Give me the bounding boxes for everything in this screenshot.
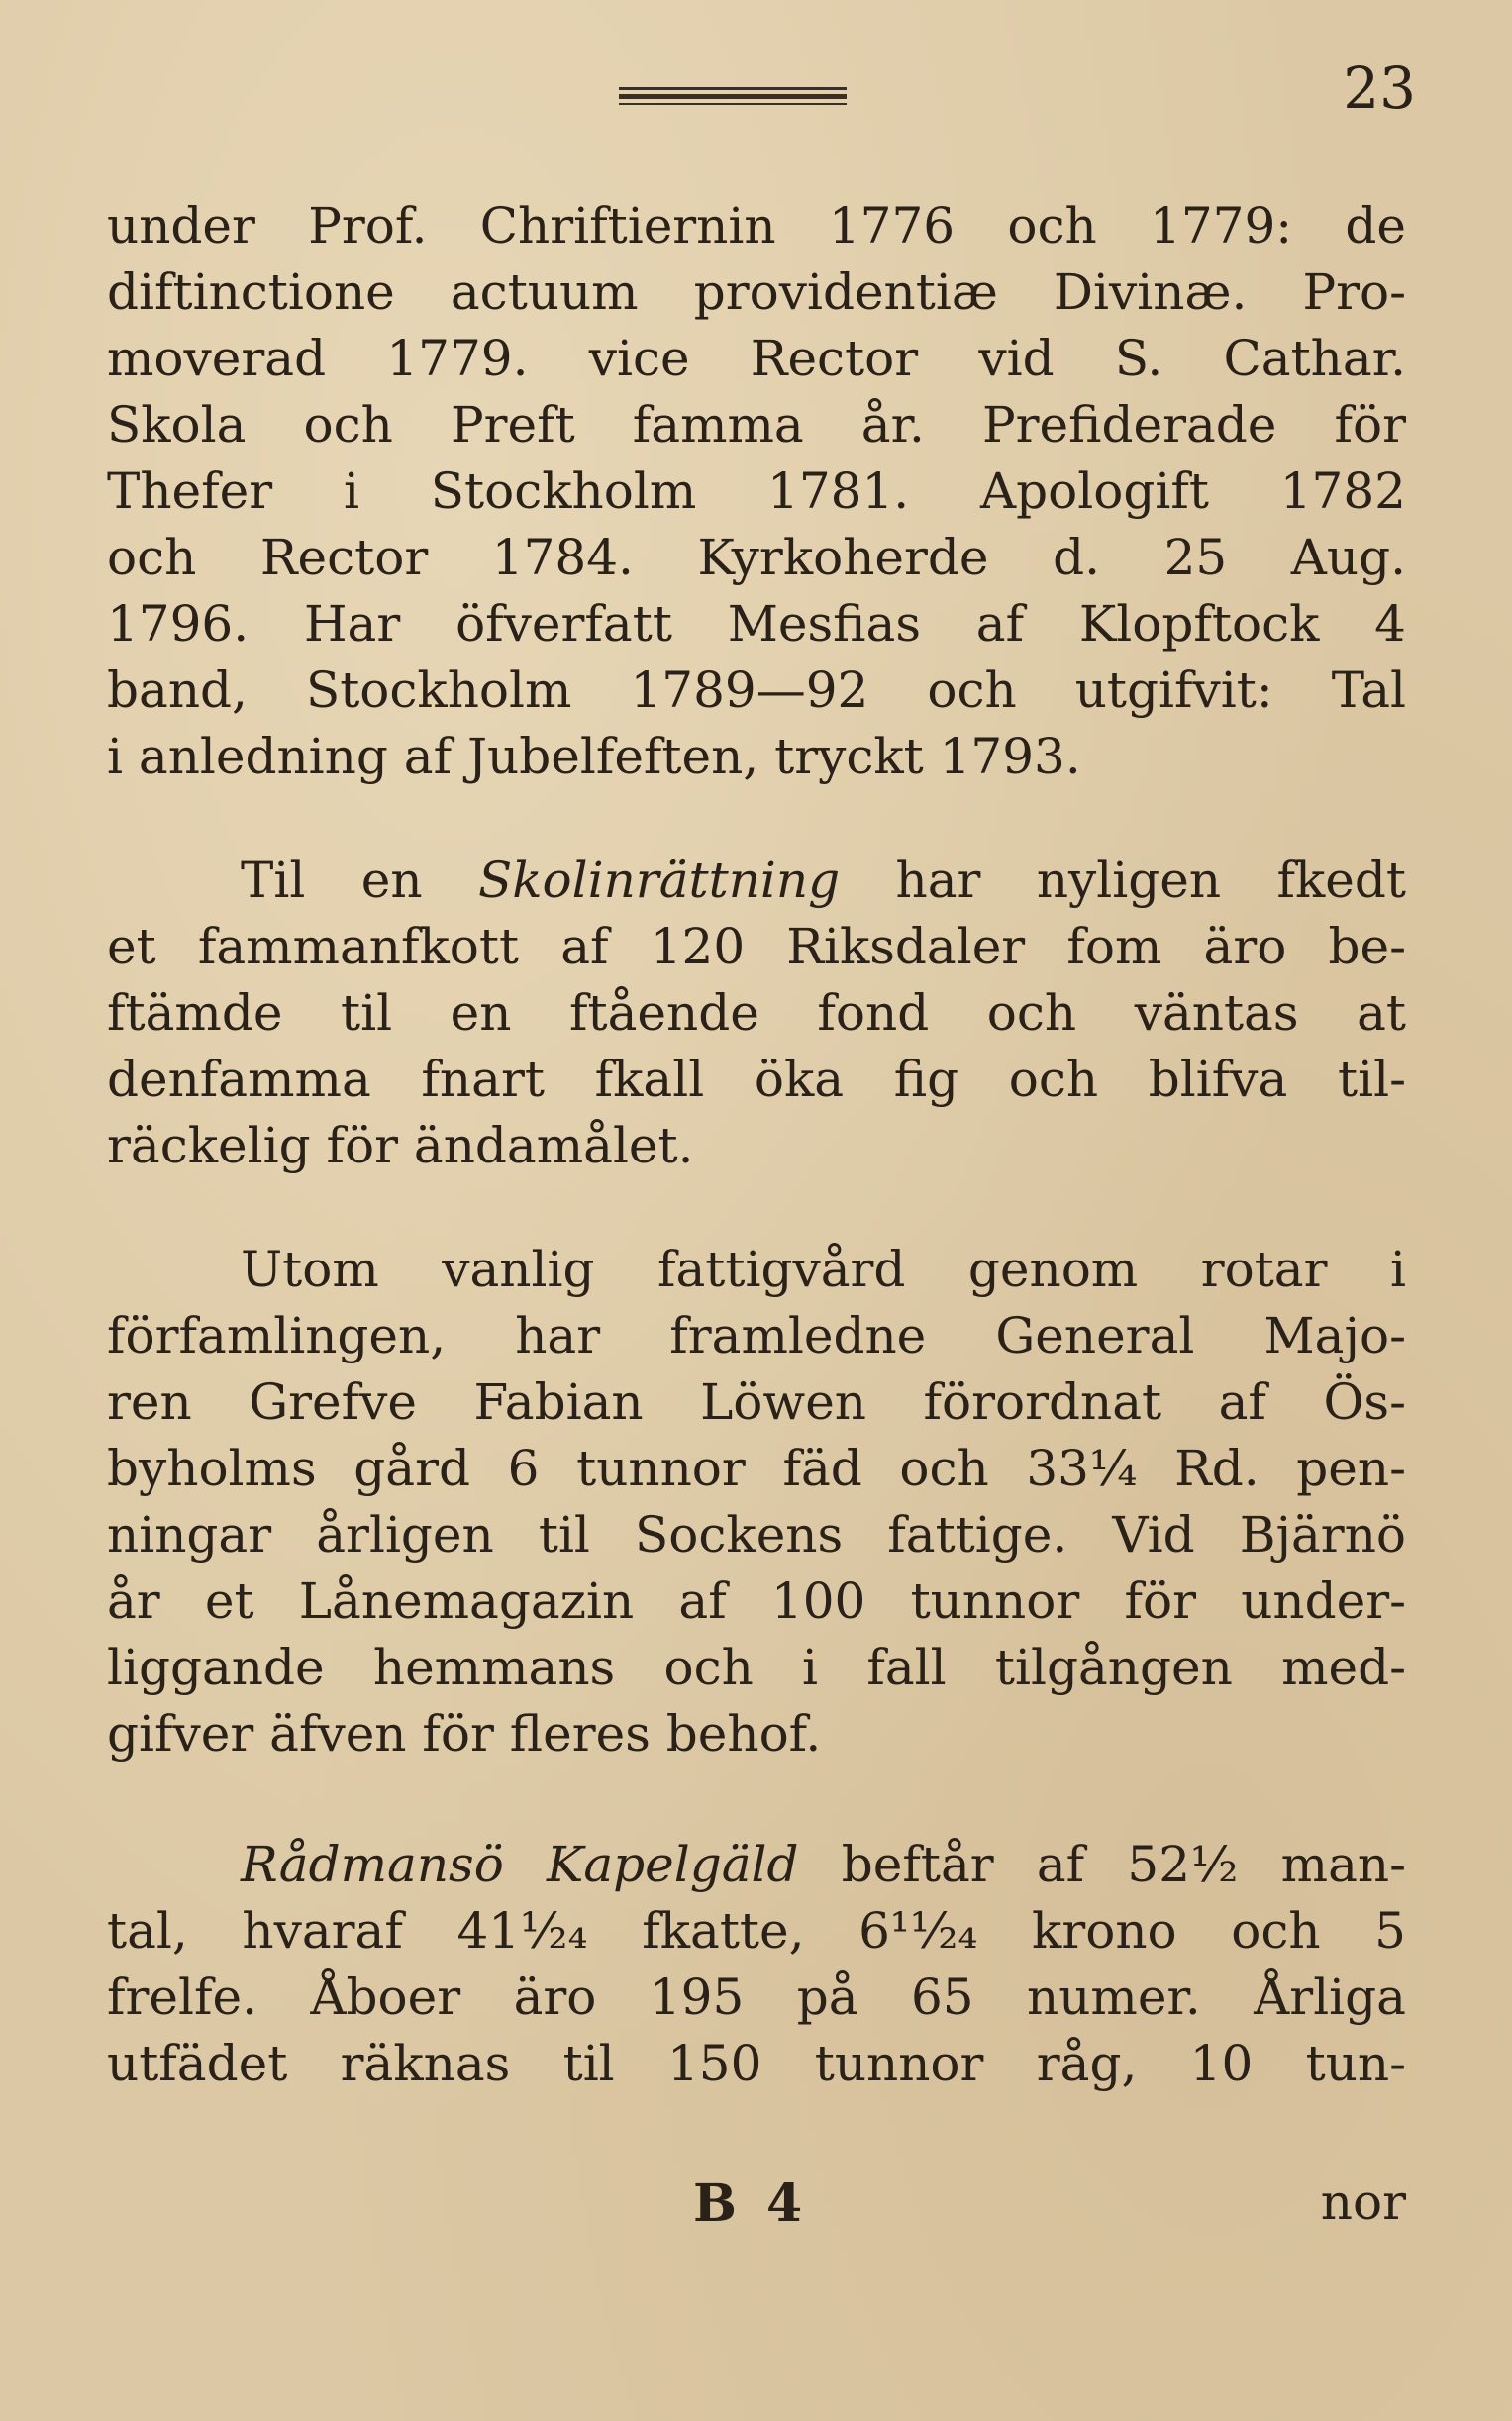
text-line: år et Lånemagazin af 100 tunnor för under- [107, 1572, 1406, 1630]
text-line: under Prof. Chriftiernin 1776 och 1779: de [107, 197, 1406, 254]
text-line: ftämde til en ftående fond och väntas at [107, 984, 1406, 1042]
italic-term: Skolinrättning [477, 852, 841, 909]
text-line: och Rector 1784. Kyrkoherde d. 25 Aug. [107, 529, 1406, 586]
text-line: diftinctione actuum providentiæ Divinæ. Pro- [107, 263, 1406, 321]
text-line [107, 1832, 1406, 1898]
text-line: i anledning af Jubelfeften, tryckt 1793. [107, 728, 1081, 785]
header-rule [619, 81, 847, 107]
page-number: 23 [1343, 54, 1416, 122]
text-line: liggande hemmans och i fall tilgången med- [107, 1639, 1406, 1696]
page-body [107, 193, 1406, 2097]
catchword: nor [1320, 2173, 1406, 2231]
paragraph-1 [107, 193, 1406, 790]
text-line: band, Stockholm 1789—92 och utgifvit: Tal [107, 661, 1406, 719]
text-line: ningar årligen til Sockens fattige. Vid Bjärnö [107, 1506, 1406, 1564]
text-line: räckelig för ändamålet. [107, 1117, 694, 1174]
text-line: gifver äfven för fleres behof. [107, 1705, 822, 1763]
text-line: Utom vanlig fattigvård genom rotar i [241, 1241, 1406, 1298]
text-line: ren Grefve Fabian Löwen förordnat af Ös- [107, 1373, 1406, 1431]
text-line: utfädet räknas til 150 tunnor råg, 10 tun- [107, 2035, 1406, 2092]
paragraph-3 [107, 1237, 1406, 1767]
header-rule-line [619, 94, 847, 99]
text-line: frelfe. Åboer äro 195 på 65 numer. Årliga [107, 1968, 1406, 2026]
italic-term: Rådmansö Kapelgäld [241, 1836, 799, 1893]
text-line: Skola och Preft famma år. Prefiderade för [107, 396, 1406, 454]
header-rule-line [619, 103, 847, 105]
text-line: denfamma fnart fkall öka fig och blifva til- [107, 1051, 1406, 1108]
text-run: Til en [241, 852, 423, 909]
header-rule-line [619, 87, 847, 90]
text-line: Thefer i Stockholm 1781. Apologift 1782 [107, 462, 1406, 520]
text-line [107, 848, 1406, 914]
text-line: förfamlingen, har framledne General Majo- [107, 1307, 1406, 1364]
text-run: har nyligen fkedt [895, 852, 1406, 909]
signature-mark: B 4 [693, 2173, 809, 2234]
text-line: 1796. Har öfverfatt Mesfias af Klopftock 4 [107, 595, 1406, 653]
page-footer [0, 2173, 1512, 2243]
paragraph-4 [107, 1832, 1406, 2097]
paragraph-2 [107, 848, 1406, 1179]
text-line: et fammanfkott af 120 Riksdaler fom äro be- [107, 918, 1406, 975]
text-line: byholms gård 6 tunnor fäd och 33¼ Rd. pen- [107, 1440, 1406, 1497]
text-run: beftår af 52½ man- [841, 1836, 1406, 1893]
text-line: moverad 1779. vice Rector vid S. Cathar. [107, 330, 1406, 387]
text-line: tal, hvaraf 41¹⁄₂₄ fkatte, 6¹¹⁄₂₄ krono och 5 [107, 1902, 1406, 1960]
